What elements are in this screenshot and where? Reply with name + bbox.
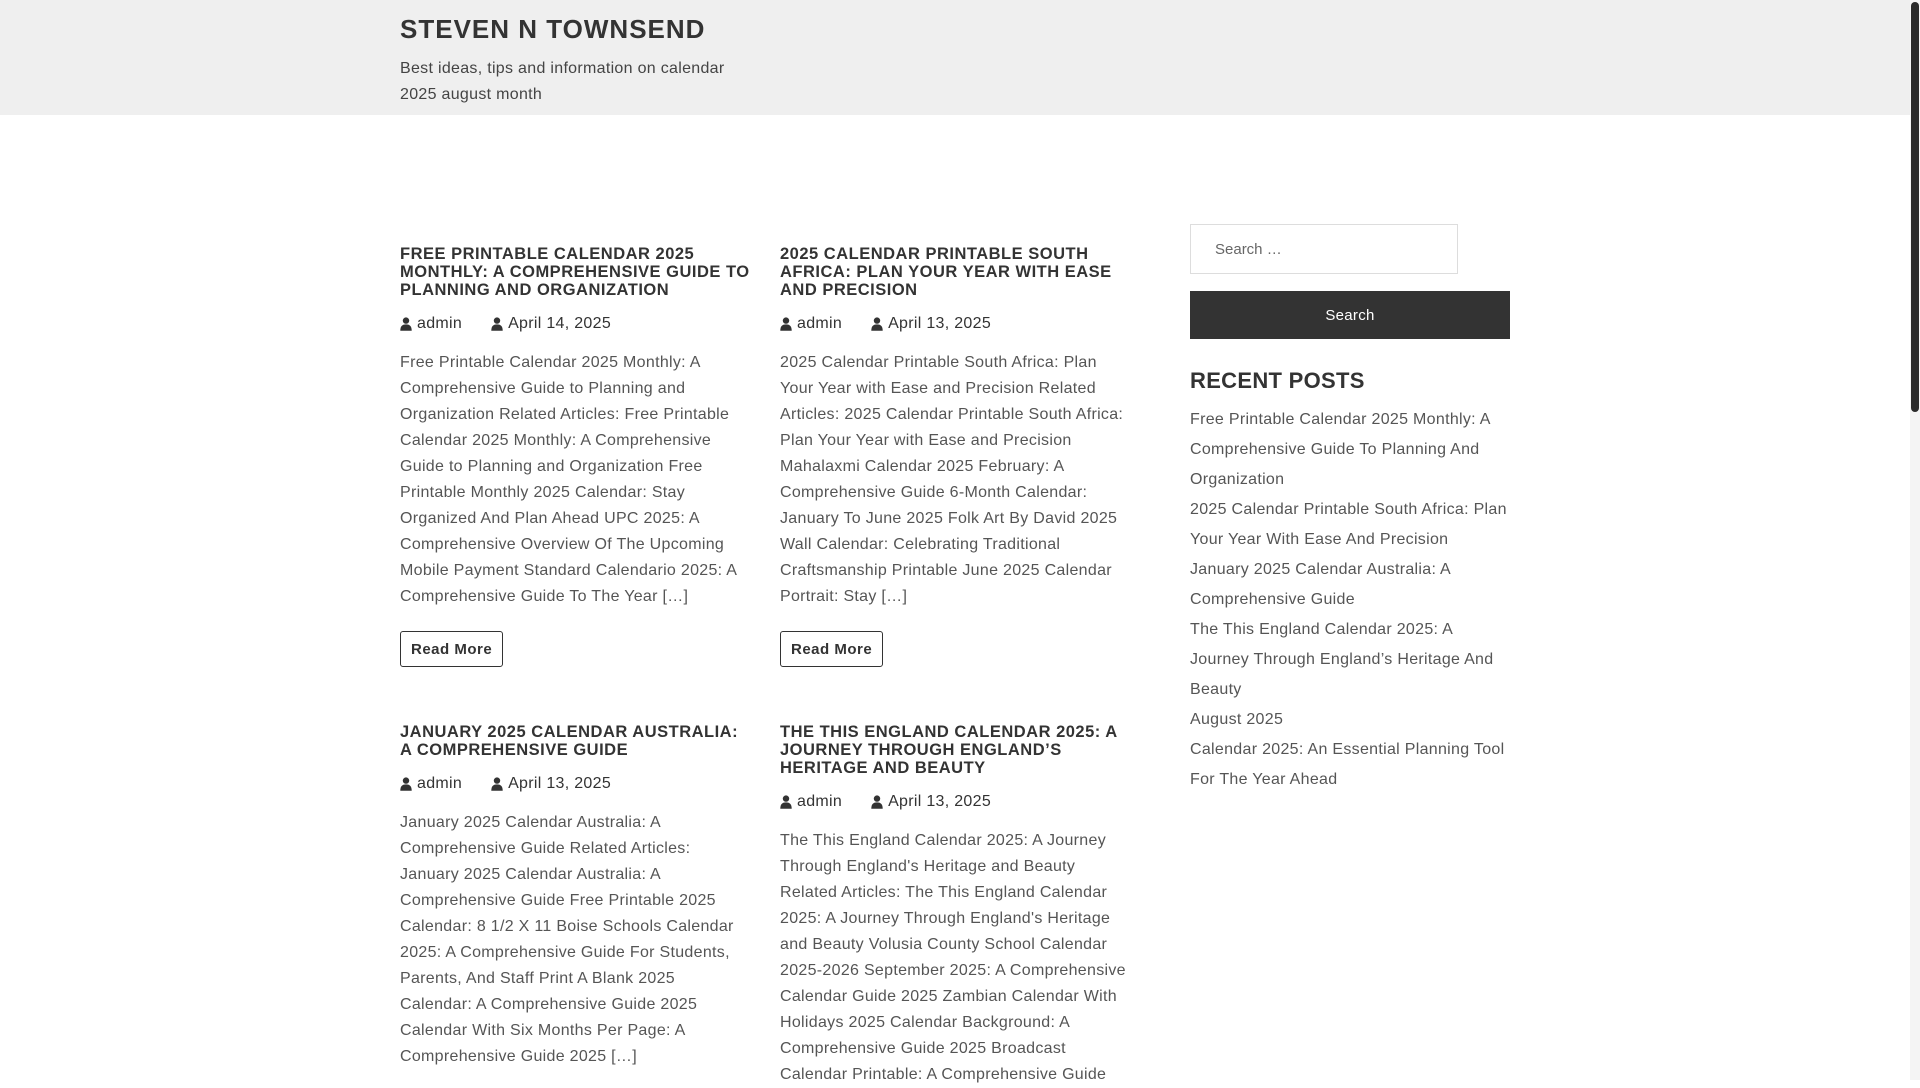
post-card	[780, 723, 1130, 1088]
post-title[interactable]: THE THIS ENGLAND CALENDAR 2025: A JOURNEY THROUGH ENGLAND’S HERITAGE AND BEAUTY	[780, 723, 1118, 777]
scrollbar[interactable]	[1910, 0, 1920, 1080]
post-card	[400, 245, 750, 667]
post-author-name: admin	[417, 315, 463, 332]
user-icon	[491, 777, 503, 791]
post-meta	[780, 792, 1130, 812]
post-excerpt: January 2025 Calendar Australia: A Comprehensive Guide Related Articles: January 2025 Calendar Australia: A Comprehensive Guide Free Printable 2025 Calendar: 8 1/2 X 11 Boise Schools Calendar 2025: A Comprehensive Guide For Students, Parents, And Staff Print A Blank 2025 Calendar: A Comprehensive Guide 2025 Calendar With Six Months Per Page: A Comprehensive Guide 2025 […]	[400, 814, 734, 1065]
recent-post-link[interactable]: January 2025 Calendar Australia: A Comprehensive Guide	[1190, 561, 1451, 608]
post-date-text: April 13, 2025	[888, 315, 992, 332]
site-header	[0, 0, 1910, 115]
site-title[interactable]: STEVEN N TOWNSEND	[400, 14, 706, 44]
user-icon	[400, 317, 412, 331]
post-date-text: April 13, 2025	[508, 775, 612, 792]
recent-posts-heading: RECENT POSTS	[1190, 368, 1365, 393]
search-input[interactable]	[1190, 224, 1458, 274]
post-date[interactable]	[871, 315, 991, 333]
post-author-name: admin	[417, 775, 463, 792]
post-date-text: April 14, 2025	[508, 315, 612, 332]
recent-post-link[interactable]: The This England Calendar 2025: A Journey Through England’s Heritage And Beauty	[1190, 621, 1494, 698]
post-title[interactable]: 2025 CALENDAR PRINTABLE SOUTH AFRICA: PLAN YOUR YEAR WITH EASE AND PRECISION	[780, 245, 1112, 299]
post-meta	[400, 774, 750, 794]
post-card	[400, 723, 750, 1070]
site-tagline: Best ideas, tips and information on calendar 2025 august month	[400, 60, 725, 103]
post-meta	[780, 314, 1130, 334]
post-date-text: April 13, 2025	[888, 793, 992, 810]
post-author[interactable]	[400, 775, 462, 793]
user-icon	[871, 795, 883, 809]
read-more-button[interactable]: Read More	[780, 631, 883, 667]
recent-post-link[interactable]: Calendar 2025: An Essential Planning Tool For The Year Ahead	[1190, 741, 1505, 788]
post-date[interactable]	[491, 315, 611, 333]
post-excerpt: Free Printable Calendar 2025 Monthly: A Comprehensive Guide to Planning and Organization Related Articles: Free Printable Calendar 2025 Monthly: A Comprehensive Guide to Planning and Organization Free Printable Monthly 2025 Calendar: Stay Organized And Plan Ahead UPC 2025: A Comprehensive Overview Of The Upcoming Mobile Payment Standard Calendario 2025: A Comprehensive Guide To The Year […]	[400, 354, 737, 605]
post-date[interactable]	[491, 775, 611, 793]
post-author[interactable]	[780, 793, 842, 811]
scrollbar-thumb[interactable]	[1911, 2, 1919, 412]
post-meta	[400, 314, 750, 334]
user-icon	[780, 795, 792, 809]
search-button[interactable]: Search	[1190, 291, 1510, 339]
read-more-button[interactable]: Read More	[400, 631, 503, 667]
post-author-name: admin	[797, 315, 843, 332]
recent-post-link[interactable]: Free Printable Calendar 2025 Monthly: A Comprehensive Guide To Planning And Organization	[1190, 411, 1490, 488]
user-icon	[491, 317, 503, 331]
recent-post-link[interactable]: August 2025	[1190, 711, 1284, 728]
post-excerpt: 2025 Calendar Printable South Africa: Plan Your Year with Ease and Precision Related Articles: 2025 Calendar Printable South Africa: Plan Your Year with Ease and Precision Mahalaxmi Calendar 2025 February: A Comprehensive Guide 6-Month Calendar: January To June 2025 Folk Art By David 2025 Wall Calendar: Celebrating Traditional Craftsmanship Printable June 2025 Calendar Portrait: Stay […]	[780, 354, 1124, 605]
recent-post-link[interactable]: 2025 Calendar Printable South Africa: Plan Your Year With Ease And Precision	[1190, 501, 1507, 548]
post-date[interactable]	[871, 793, 991, 811]
post-card	[780, 245, 1130, 667]
user-icon	[871, 317, 883, 331]
post-excerpt: The This England Calendar 2025: A Journey Through England's Heritage and Beauty Related Articles: The This England Calendar 2025: A Journey Through England's Heritage and Beauty Volusia County School Calendar 2025-2026 September 2025: A Comprehensive Calendar Guide 2025 Zambian Calendar With Holidays 2025 Calendar Background: A Comprehensive Guide 2025 Broadcast Calendar Printable: A Comprehensive Guide	[780, 832, 1126, 1083]
post-author-name: admin	[797, 793, 843, 810]
user-icon	[400, 777, 412, 791]
post-author[interactable]	[400, 315, 462, 333]
recent-posts-list	[1190, 405, 1515, 795]
post-title[interactable]: FREE PRINTABLE CALENDAR 2025 MONTHLY: A COMPREHENSIVE GUIDE TO PLANNING AND ORGANIZATION	[400, 245, 750, 299]
post-author[interactable]	[780, 315, 842, 333]
user-icon	[780, 317, 792, 331]
post-title[interactable]: JANUARY 2025 CALENDAR AUSTRALIA: A COMPREHENSIVE GUIDE	[400, 723, 739, 759]
